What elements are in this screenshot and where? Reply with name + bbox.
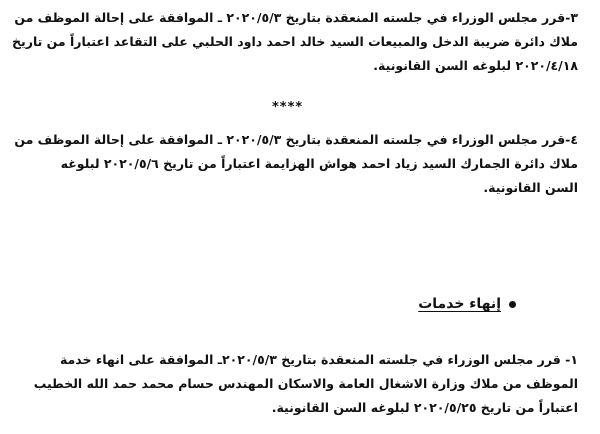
bullet-icon — [509, 301, 516, 308]
decision-item-4-line-3: السن القانونية. — [483, 180, 578, 195]
decision-item-3-line-1: ٣-قرر مجلس الوزراء في جلسته المنعقدة بتاريخ ٢٠٢٠/٥/٣ ـ الموافقة على إحالة الموظف من — [14, 10, 578, 25]
termination-item-1-line-2: الموظف من ملاك وزارة الاشغال العامة والاسكان المهندس حسام محمد حمد الله الخطيب — [33, 376, 578, 391]
decision-item-4 — [14, 128, 578, 200]
decision-item-3-line-3: ٢٠٢٠/٤/١٨ لبلوغه السن القانونية. — [373, 58, 578, 73]
section-heading — [418, 296, 516, 312]
termination-item-1-line-1: ١- قرر مجلس الوزراء في جلسته المنعقدة بتاريخ ٢٠٢٠/٥/٣ـ الموافقة على انهاء خدمة — [59, 352, 578, 367]
termination-item-1 — [34, 348, 578, 420]
section-heading-text: إنهاء خدمات — [418, 296, 501, 312]
decision-item-4-line-1: ٤-قرر مجلس الوزراء في جلسته المنعقدة بتاريخ ٢٠٢٠/٥/٣ ـ الموافقة على إحالة الموظف من — [14, 132, 578, 147]
decision-item-3-line-2: ملاك دائرة ضريبة الدخل والمبيعات السيد خالد احمد داود الحلبي على التقاعد اعتباراً من تاريخ — [12, 34, 578, 49]
decision-item-3 — [12, 6, 578, 78]
decision-item-4-line-2: ملاك دائرة الجمارك السيد زياد احمد هواش الهزايمة اعتباراً من تاريخ ٢٠٢٠/٥/٦ لبلوغه — [60, 156, 578, 171]
separator-1: **** — [272, 100, 304, 115]
termination-item-1-line-3: اعتباراً من تاريخ ٢٠٢٠/٥/٢٥ لبلوغه السن القانونية. — [271, 400, 578, 415]
